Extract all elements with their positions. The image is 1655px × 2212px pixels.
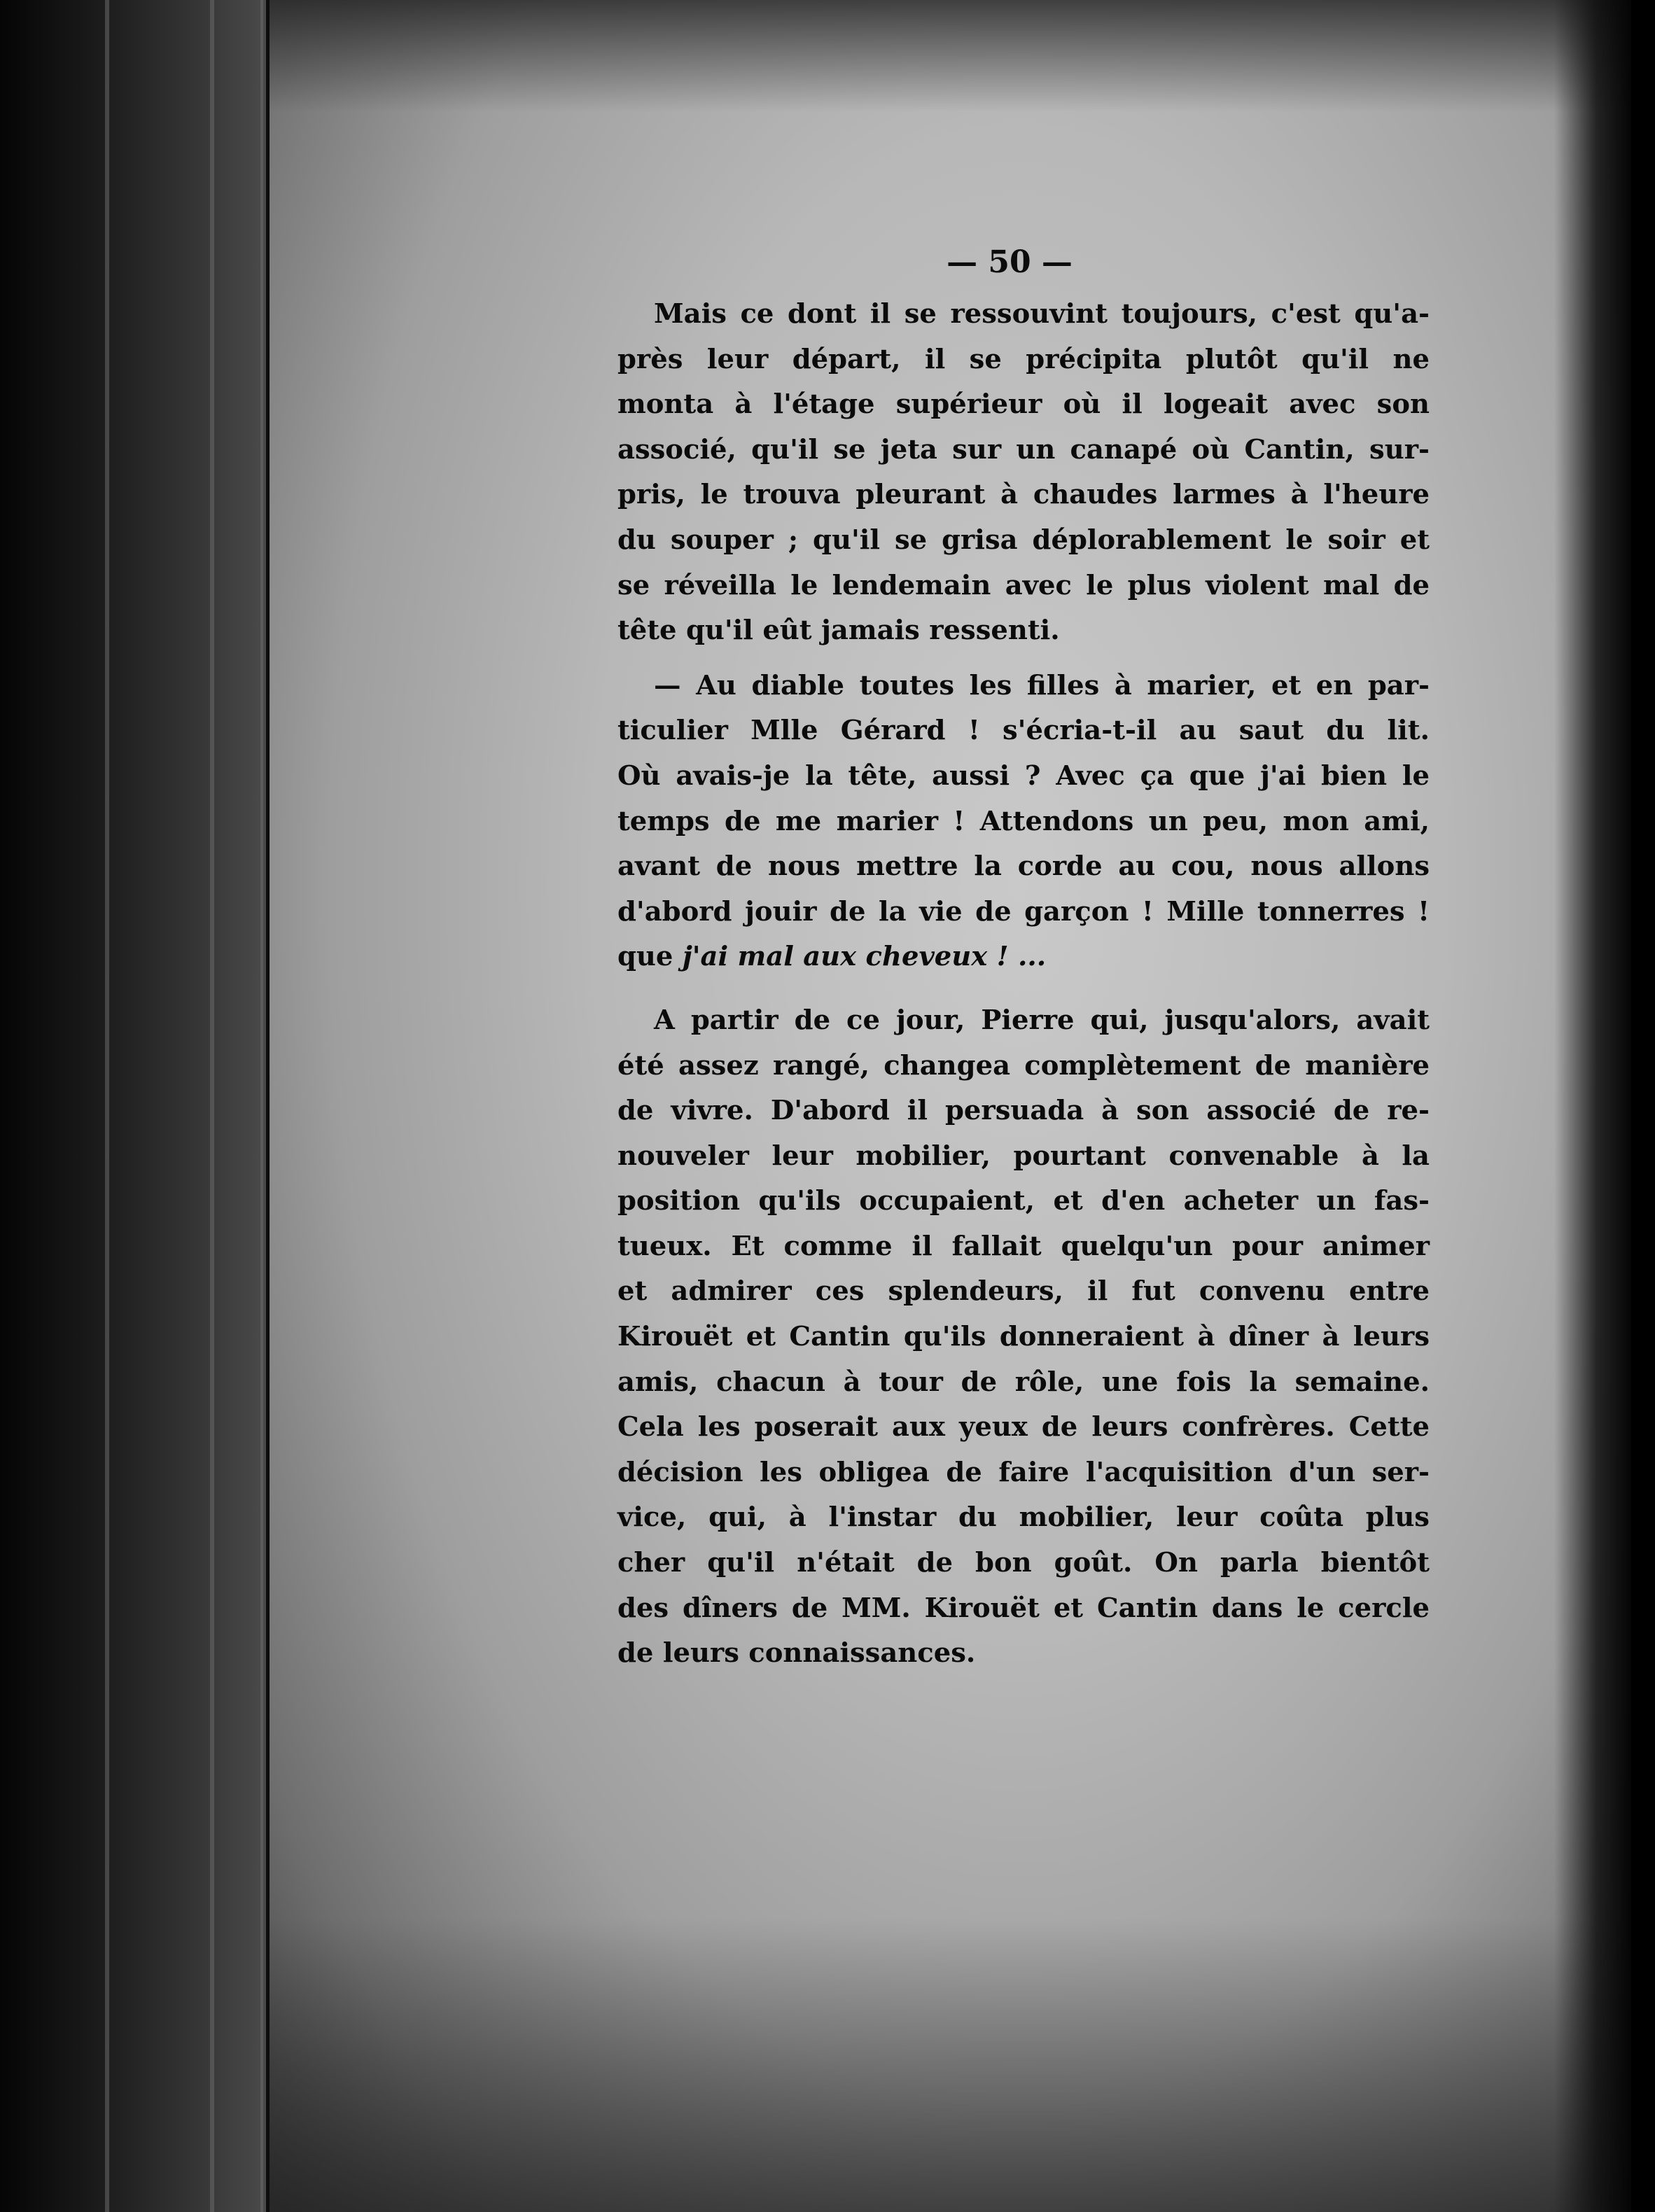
text-line: associé, qu'il se jeta sur un canapé où Cantin, sur- — [617, 433, 1430, 465]
text-line: de leurs connaissances. — [617, 1637, 976, 1670]
text-run: que — [617, 941, 683, 973]
text-line: cher qu'il n'était de bon goût. On parla bientôt — [617, 1547, 1430, 1579]
text-line: du souper ; qu'il se grisa déplorablement le soir et — [617, 524, 1430, 556]
text-line: Mais ce dont il se ressouvint toujours, c'est qu'a- — [654, 298, 1430, 330]
text-line: tête qu'il eût jamais ressenti. — [617, 615, 1060, 647]
page-number: — 50 — — [947, 244, 1073, 280]
paragraph-gap — [617, 654, 1430, 664]
paragraph-gap — [617, 980, 1430, 998]
paragraph-2 — [617, 664, 1430, 980]
scan-border-right — [1631, 0, 1655, 2212]
paper-shadow-right — [1554, 0, 1631, 2212]
page-text — [617, 241, 1430, 1676]
text-line: Où avais-je la tête, aussi ? Avec ça que j'ai bien le — [617, 760, 1430, 792]
text-line: amis, chacun à tour de rôle, une fois la semaine. — [617, 1366, 1430, 1398]
spine-line — [260, 0, 263, 2212]
text-line: de vivre. D'abord il persuada à son associé de re- — [617, 1095, 1430, 1127]
text-line: décision les obligea de faire l'acquisition d'un ser- — [617, 1456, 1430, 1488]
text-line: ticulier Mlle Gérard ! s'écria-t-il au saut du lit. — [617, 715, 1430, 747]
text-line: près leur départ, il se précipita plutôt qu'il ne — [617, 343, 1430, 375]
text-line: — Au diable toutes les filles à marier, et en par- — [654, 669, 1430, 701]
text-line: et admirer ces splendeurs, il fut convenu entre — [617, 1275, 1430, 1308]
paragraph-3 — [617, 998, 1430, 1676]
paragraph-1 — [617, 292, 1430, 654]
text-line — [617, 934, 1430, 980]
text-line: des dîners de MM. Kirouët et Cantin dans le cercle — [617, 1592, 1430, 1624]
text-line: A partir de ce jour, Pierre qui, jusqu'alors, avait — [654, 1004, 1430, 1036]
paper-shadow-bottom — [270, 1918, 1631, 2212]
text-line: temps de me marier ! Attendons un peu, mon ami, — [617, 805, 1430, 837]
spine-line — [105, 0, 109, 2212]
text-line: pris, le trouva pleurant à chaudes larmes à l'heure — [617, 479, 1430, 511]
text-line: d'abord jouir de la vie de garçon ! Mille tonnerres ! — [617, 895, 1430, 927]
text-line: monta à l'étage supérieur où il logeait avec son — [617, 388, 1430, 421]
text-line: avant de nous mettre la corde au cou, nous allons — [617, 850, 1430, 883]
text-line: se réveilla le lendemain avec le plus violent mal de — [617, 569, 1430, 601]
book-spine — [0, 0, 266, 2212]
paper-shadow-top — [270, 0, 1631, 112]
italic-text-run: j'ai mal aux cheveux ! ... — [682, 941, 1047, 973]
text-line: position qu'ils occupaient, et d'en acheter un fas- — [617, 1185, 1430, 1217]
text-line: Kirouët et Cantin qu'ils donneraient à dîner à leurs — [617, 1321, 1430, 1353]
text-line: vice, qui, à l'instar du mobilier, leur coûta plus — [617, 1502, 1430, 1534]
text-line: été assez rangé, changea complètement de manière — [617, 1049, 1430, 1082]
text-line: tueux. Et comme il fallait quelqu'un pour animer — [617, 1230, 1430, 1262]
text-line: Cela les poserait aux yeux de leurs confrères. Cette — [617, 1411, 1430, 1443]
spine-line — [210, 0, 214, 2212]
text-line: nouveler leur mobilier, pourtant convenable à la — [617, 1140, 1430, 1172]
